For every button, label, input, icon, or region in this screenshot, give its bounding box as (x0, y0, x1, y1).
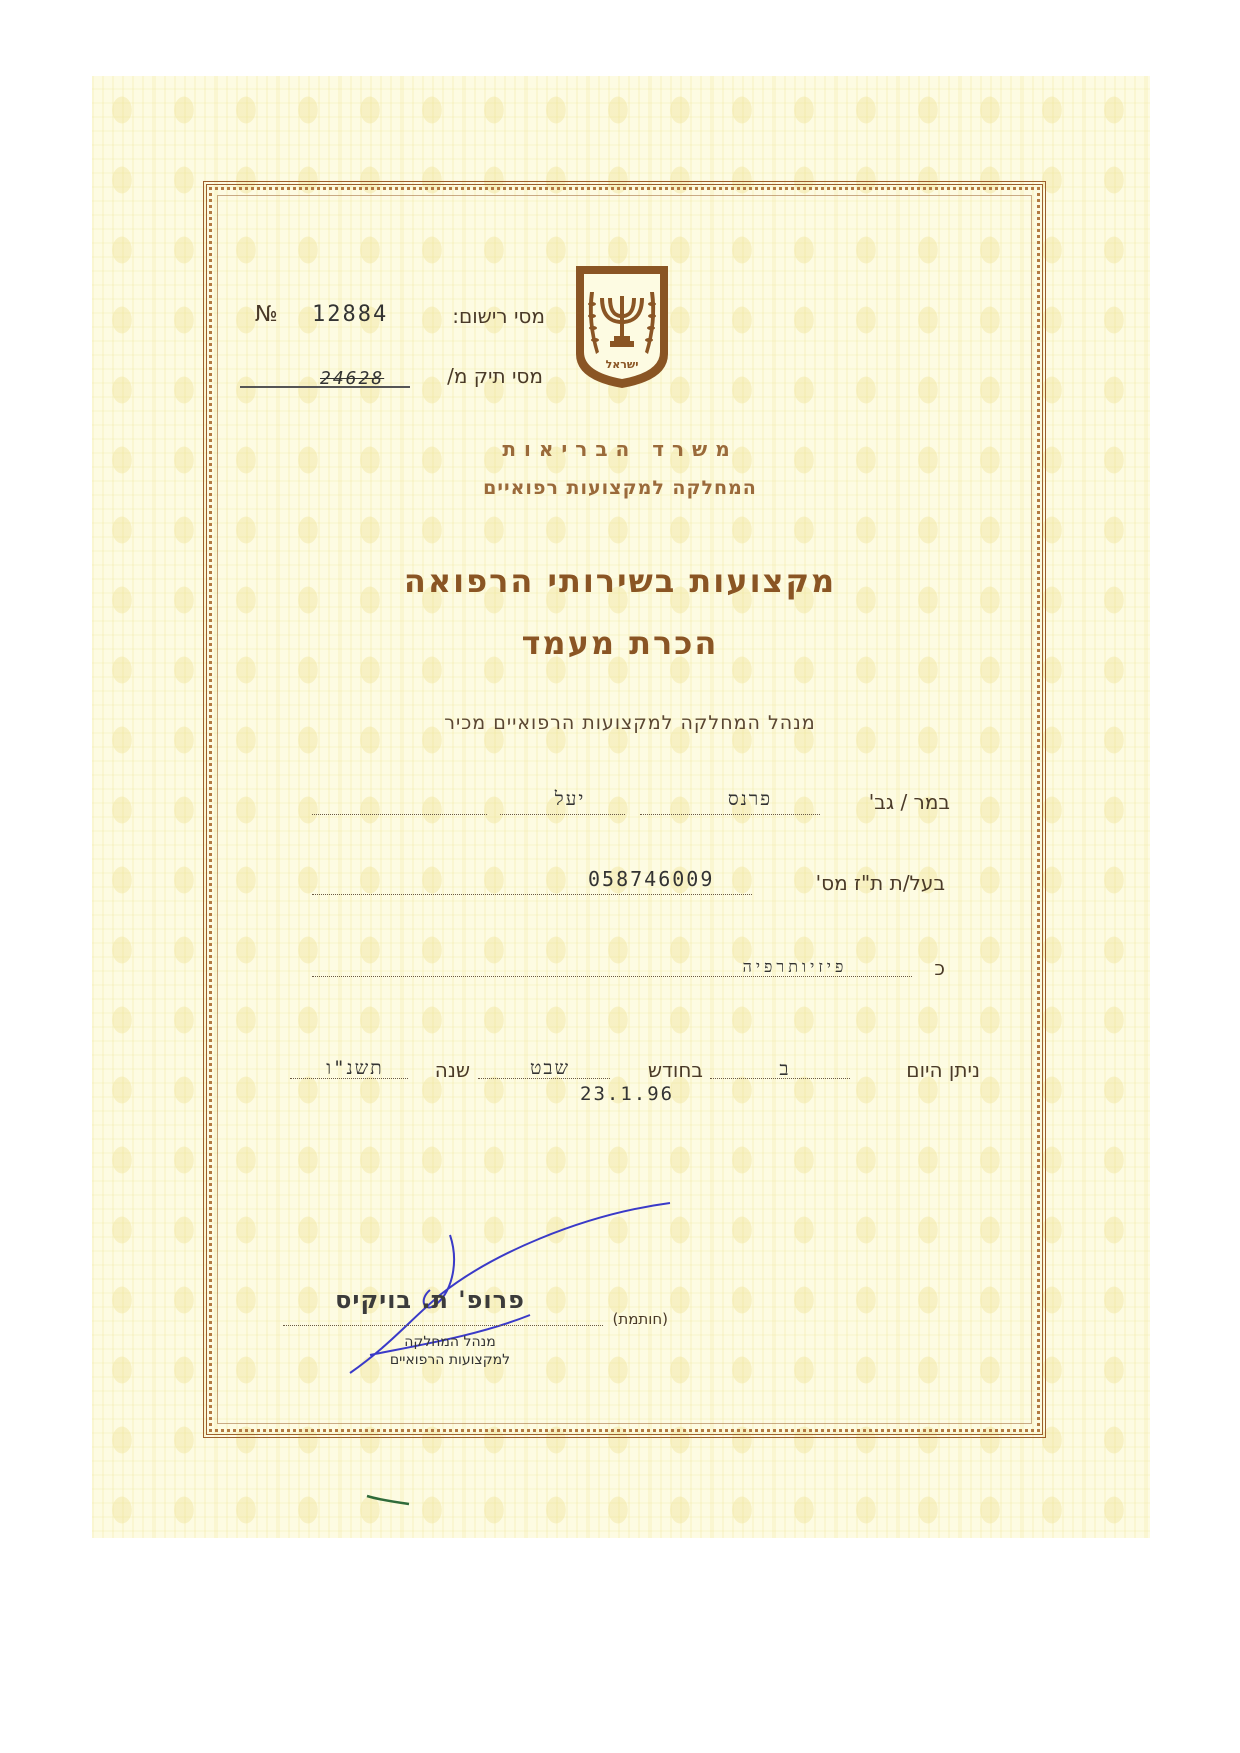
number-sign: № (255, 302, 278, 327)
first-name-value: יעל (554, 788, 586, 810)
stamp-label: (חותמת) (612, 1310, 668, 1328)
date-numeric: 23.1.96 (580, 1083, 675, 1105)
year-value: תשנ"ו (326, 1057, 384, 1079)
year-label: שנה (434, 1058, 470, 1082)
issued-day: ב (779, 1058, 791, 1080)
signatory-title-1: מנהל המחלקה (404, 1334, 496, 1350)
name-extra-line (312, 814, 487, 815)
ministry-name: משרד הבריאות (502, 437, 738, 461)
registration-label: מסי רישום: (452, 304, 545, 328)
signatory-name: פרופ' ת. בויקיס (335, 1286, 525, 1314)
profession-line (312, 976, 912, 977)
emblem-caption: ישראל (605, 358, 639, 371)
last-name-line (640, 814, 820, 815)
id-number: 058746009 (588, 867, 715, 891)
name-label: במר / גב' (868, 790, 950, 814)
department-name: המחלקה למקצועות רפואיים (483, 477, 757, 499)
profession-value: פיזיותרפיה (742, 957, 848, 976)
certificate-subtitle: הכרת מעמד (521, 624, 719, 662)
month-value: שבט (529, 1057, 571, 1079)
issued-label: ניתן היום (906, 1058, 980, 1082)
intro-line: מנהל המחלקה למקצועות הרפואיים מכיר (444, 712, 816, 734)
certificate-title: מקצועות בשירותי הרפואה (403, 562, 837, 600)
file-number-label: מסי תיק מ/ (447, 364, 543, 388)
ink-mark (365, 1490, 415, 1510)
first-name-line (500, 814, 625, 815)
issued-day-line (710, 1078, 850, 1079)
last-name-value: פרנס (727, 788, 773, 810)
month-line (478, 1078, 610, 1079)
month-label: בחודש (647, 1058, 703, 1082)
israel-emblem-icon (572, 262, 672, 392)
file-number: 24628 (320, 368, 385, 389)
registration-number: 12884 (312, 302, 389, 327)
signatory-title-2: למקצועות הרפואיים (389, 1352, 511, 1368)
file-number-line (240, 386, 410, 388)
year-line (290, 1078, 408, 1079)
signature-line (283, 1325, 603, 1326)
profession-prefix: כ (934, 956, 945, 980)
id-label: בעל/ת ת"ז מס' (815, 871, 945, 895)
id-line (312, 894, 752, 895)
